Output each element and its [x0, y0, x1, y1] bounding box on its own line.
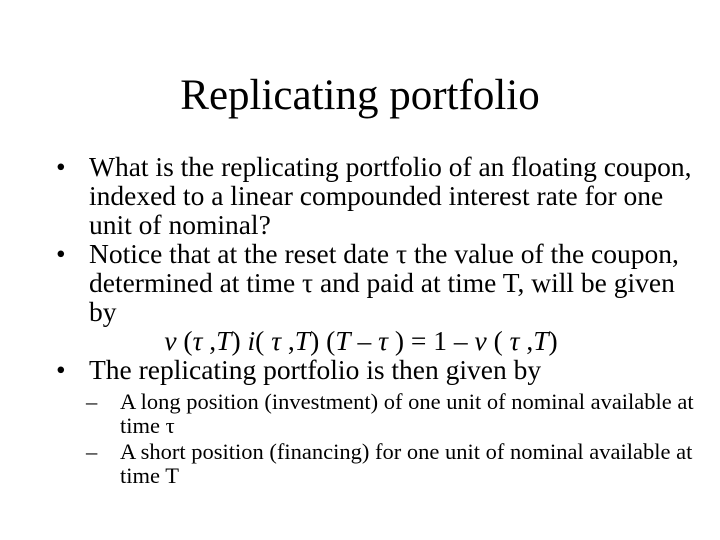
- formula-tau: τ: [378, 325, 388, 356]
- formula-text: ,: [519, 325, 534, 356]
- bullet-text: What is the replicating portfolio of an floating coupon, indexed to a linear compounded interest rate for one unit of nominal?: [89, 151, 692, 240]
- slide-title: Replicating portfolio: [180, 72, 540, 119]
- coupon-value-formula: [56, 326, 626, 355]
- formula-tau: τ: [509, 325, 520, 356]
- formula-text: ,: [202, 325, 217, 356]
- bullet-marker: •: [56, 238, 66, 269]
- formula-text: –: [350, 325, 379, 356]
- bullet-text: Notice that at the reset date τ the value of the coupon, determined at time τ and paid at time T, will be given by: [89, 238, 679, 327]
- formula-tau: τ: [264, 325, 282, 356]
- sub-bullet-list: [56, 390, 696, 488]
- formula-T: T: [533, 325, 549, 356]
- formula-text: ): [231, 325, 248, 356]
- formula-text: ) (: [310, 325, 336, 356]
- sub-bullet-text: A short position (financing) for one unit of nominal available at time T: [120, 439, 693, 488]
- sub-bullet-marker: –: [86, 389, 98, 414]
- bullet-question: [56, 152, 696, 239]
- formula-v: v: [474, 325, 487, 356]
- formula-T: T: [335, 325, 351, 356]
- bullet-notice: [56, 239, 696, 326]
- bullet-replicating: [56, 355, 696, 384]
- formula-text: (: [486, 325, 510, 356]
- formula-T: T: [216, 325, 232, 356]
- formula-i: i: [247, 325, 256, 356]
- sub-bullet-short-position: [56, 440, 696, 488]
- formula-text: ,: [281, 325, 295, 356]
- formula-text: (: [255, 325, 265, 356]
- formula-text: (: [176, 325, 193, 356]
- formula-v: v: [164, 325, 177, 356]
- formula-tau: τ: [192, 325, 203, 356]
- bullet-marker: •: [56, 354, 66, 385]
- formula-text: ): [548, 325, 558, 356]
- sub-bullet-text: A long position (investment) of one unit of nominal available at time τ: [120, 389, 694, 438]
- sub-bullet-marker: –: [86, 439, 98, 464]
- sub-bullet-long-position: [56, 390, 696, 438]
- bullet-text: The replicating portfolio is then given by: [89, 354, 542, 385]
- bullet-marker: •: [56, 151, 66, 182]
- formula-T: T: [294, 325, 311, 356]
- formula-text: ) = 1 –: [387, 325, 475, 356]
- slide-body: [56, 152, 696, 488]
